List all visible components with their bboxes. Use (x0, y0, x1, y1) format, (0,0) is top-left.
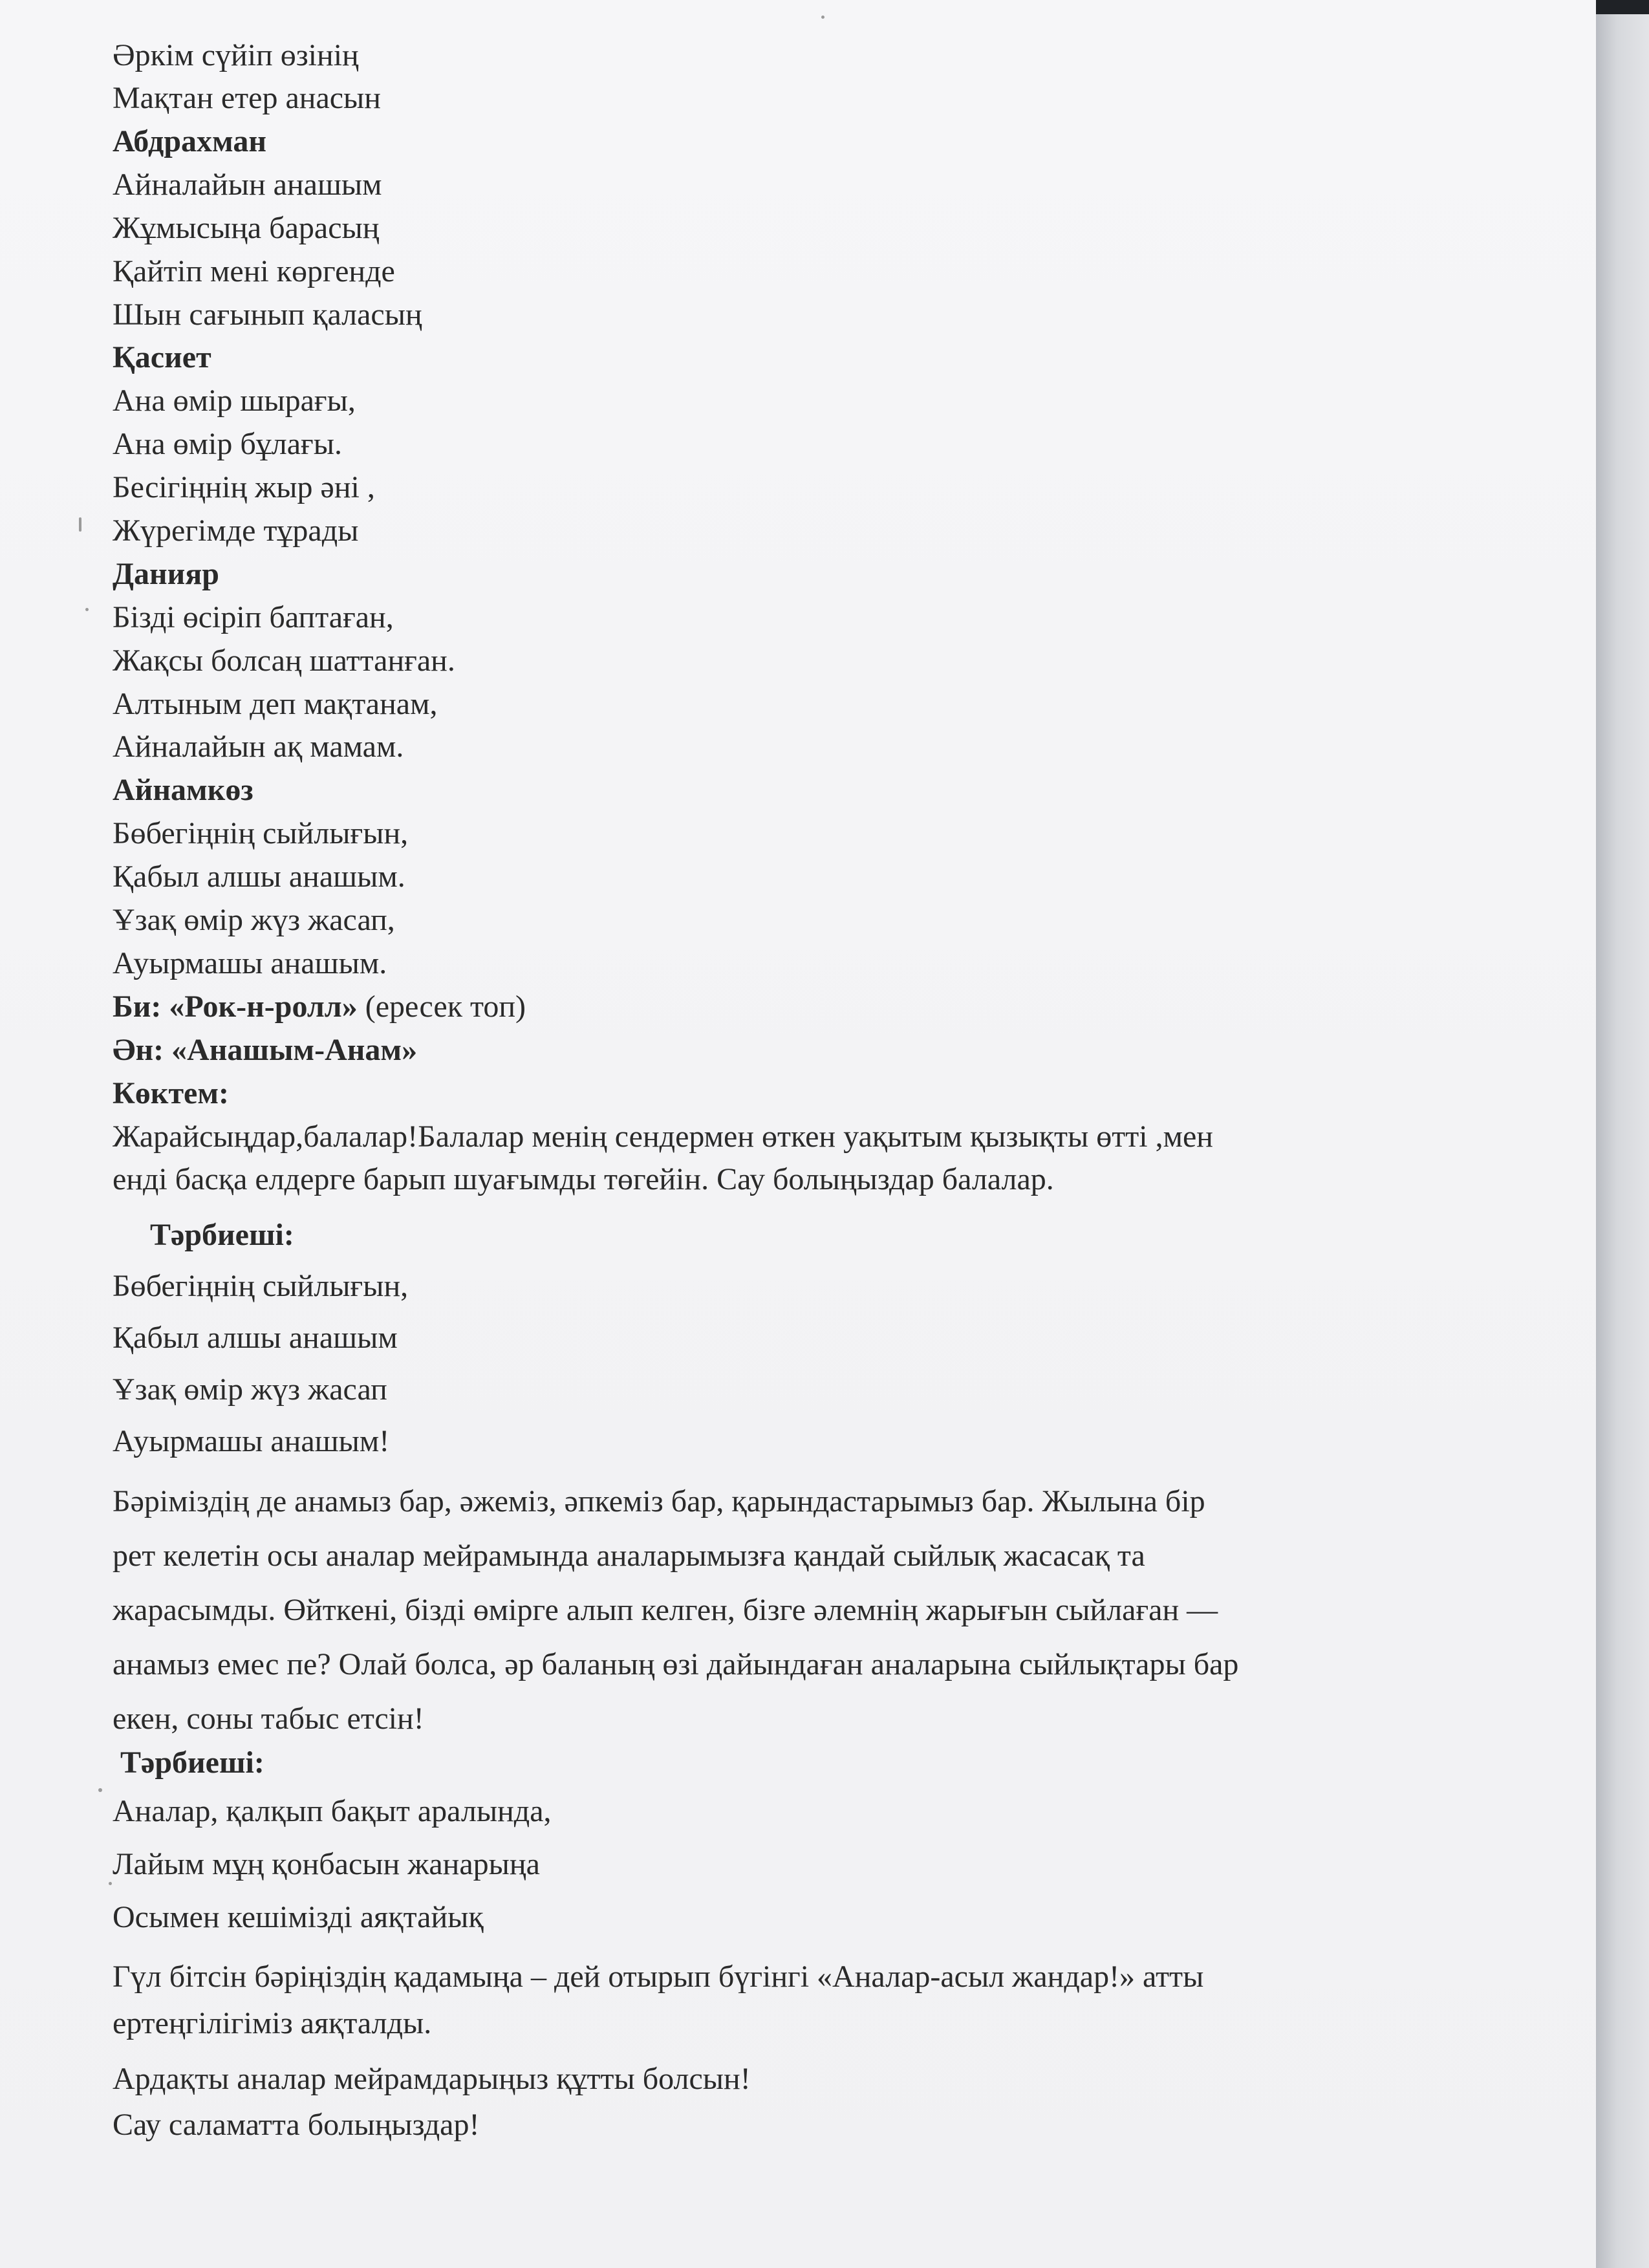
text-line: Ардақты аналар мейрамдарыңыз құтты болсын! (113, 2062, 751, 2096)
text-line: Ана өмір шырағы, (113, 383, 356, 418)
text-line: Шын сағынып қаласың (113, 297, 422, 332)
text-line: Айналайын анашым (113, 167, 382, 202)
speaker-name: Айнамкөз (113, 773, 253, 807)
scanner-edge-corner (1596, 0, 1649, 14)
text-line: Ұзақ өмір жүз жасап, (113, 903, 395, 937)
text-line: Жақсы болсаң шаттанған. (113, 643, 455, 678)
text-line: Бөбегіңнің сыйлығын, (113, 816, 409, 850)
scanner-edge (1596, 0, 1649, 2268)
program-item-title: Би: «Рок-н-ролл» (113, 989, 358, 1024)
text-line: Алтыным деп мақтанам, (113, 687, 438, 721)
text-line: Ұзақ өмір жүз жасап (113, 1372, 387, 1407)
program-item (113, 991, 526, 1022)
text-line: Әркім сүйіп өзінің (113, 38, 359, 72)
text-line: Ауырмашы анашым! (113, 1424, 390, 1458)
text-line: Бөбегіңнің сыйлығын, (113, 1269, 409, 1303)
text-line: Қайтіп мені көргенде (113, 254, 395, 288)
text-line: жарасымды. Өйткені, бізді өмірге алып келген, бізге әлемнің жарығын сыйлаған — (113, 1593, 1218, 1627)
speaker-name: Тәрбиеші: (150, 1218, 294, 1252)
text-line: енді басқа елдерге барып шуағымды төгейін. Сау болыңыздар балалар. (113, 1162, 1054, 1196)
program-item-note: (ересек топ) (357, 989, 526, 1024)
text-line: Жарайсыңдар,балалар!Балалар менің сендермен өткен уақытым қызықты өтті ,мен (113, 1119, 1213, 1154)
text-line: екен, соны табыс етсін! (113, 1701, 424, 1736)
text-line: Бесігіңнің жыр әні , (113, 470, 375, 504)
text-line: Ауырмашы анашым. (113, 946, 387, 980)
text-line: Қабыл алшы анашым (113, 1321, 398, 1355)
text-line: Бізді өсіріп баптаған, (113, 600, 394, 634)
speaker-name: Данияр (113, 557, 219, 591)
text-line: Сау саламатта болыңыздар! (113, 2108, 480, 2142)
text-line: Аналар, қалқып бақыт аралында, (113, 1794, 552, 1828)
text-line: Айналайын ақ мамам. (113, 729, 404, 764)
speaker-name: Қасиет (113, 340, 211, 374)
text-line: ертеңгілігіміз аяқталды. (113, 2006, 432, 2040)
text-line: Бәріміздің де анамыз бар, әжеміз, әпкеміз бар, қарындастарымыз бар. Жылына бір (113, 1484, 1205, 1518)
text-line: Мақтан етер анасын (113, 81, 381, 115)
speaker-name: Абдрахман (113, 124, 267, 158)
text-line: Жүрегімде тұрады (113, 513, 359, 548)
speaker-name: Көктем: (113, 1076, 230, 1110)
program-item: Ән: «Анашым-Анам» (113, 1033, 418, 1067)
text-line: Ана өмір бұлағы. (113, 427, 342, 461)
text-line: Қабыл алшы анашым. (113, 859, 405, 894)
text-line: рет келетін осы аналар мейрамында аналарымызға қандай сыйлық жасасақ та (113, 1539, 1145, 1573)
text-line: Осымен кешімізді аяқтайық (113, 1900, 484, 1934)
text-line: Лайым мұң қонбасын жанарыңа (113, 1847, 540, 1881)
text-line: анамыз емес пе? Олай болса, әр баланың өзі дайындаған аналарына сыйлықтары бар (113, 1647, 1239, 1681)
text-line: Гүл бітсін бәріңіздің қадамыңа – дей отырып бүгінгі «Аналар-асыл жандар!» атты (113, 1960, 1204, 1994)
speaker-name: Тәрбиеші: (120, 1745, 264, 1780)
text-line: Жұмысыңа барасың (113, 211, 380, 245)
